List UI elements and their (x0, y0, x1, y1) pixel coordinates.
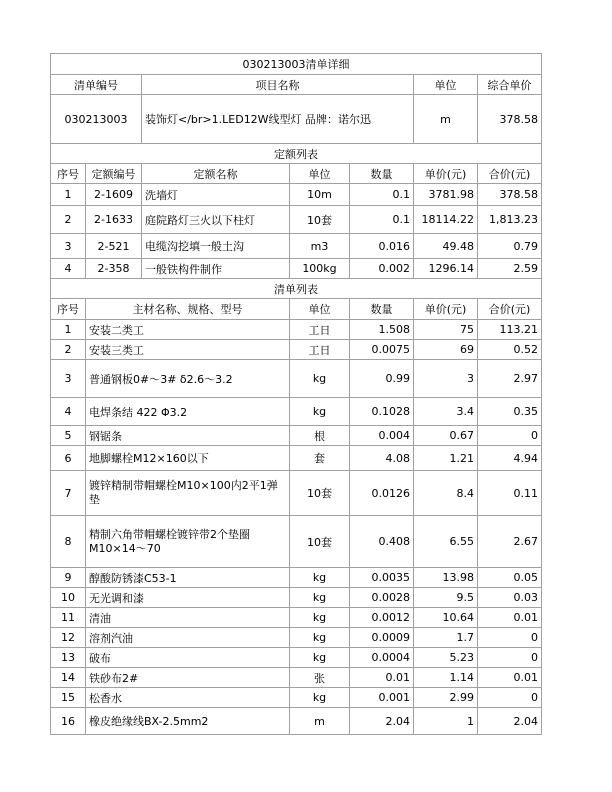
material-price: 3.4 (414, 398, 478, 426)
quota-price: 3781.98 (414, 184, 478, 206)
material-qty: 0.0126 (350, 471, 414, 516)
material-total: 0.52 (478, 340, 542, 360)
material-no: 1 (51, 320, 86, 340)
material-unit: kg (290, 648, 350, 668)
material-no: 11 (51, 608, 86, 628)
material-price: 1 (414, 708, 478, 735)
materials-section-title: 清单列表 (51, 279, 542, 299)
quota-qty: 0.1 (350, 206, 414, 234)
bill-code: 030213003 (51, 95, 142, 144)
material-total: 2.67 (478, 516, 542, 568)
material-total: 0.05 (478, 568, 542, 588)
material-price: 0.67 (414, 426, 478, 446)
material-price: 10.64 (414, 608, 478, 628)
material-name: 醇酸防锈漆C53-1 (86, 568, 290, 588)
material-row (51, 320, 542, 340)
material-unit: 工日 (290, 340, 350, 360)
quota-col-unit: 单位 (290, 164, 350, 184)
material-row (51, 608, 542, 628)
material-total: 0.01 (478, 608, 542, 628)
material-row (51, 446, 542, 471)
quota-code: 2-521 (86, 234, 142, 259)
material-name: 松香水 (86, 688, 290, 708)
quota-code: 2-1609 (86, 184, 142, 206)
col-unit: 单位 (414, 75, 478, 95)
quota-qty: 0.1 (350, 184, 414, 206)
material-price: 3 (414, 360, 478, 398)
quota-no: 4 (51, 259, 86, 279)
material-price: 5.23 (414, 648, 478, 668)
material-no: 10 (51, 588, 86, 608)
material-name: 铁砂布2# (86, 668, 290, 688)
material-row (51, 471, 542, 516)
quota-code: 2-358 (86, 259, 142, 279)
quota-col-price: 单价(元) (414, 164, 478, 184)
material-total: 0 (478, 628, 542, 648)
material-row (51, 426, 542, 446)
material-qty: 0.0009 (350, 628, 414, 648)
material-price: 6.55 (414, 516, 478, 568)
quota-name: 一般铁构件制作 (142, 259, 290, 279)
materials-header-row (51, 299, 542, 320)
material-row (51, 588, 542, 608)
title-row (51, 54, 542, 75)
material-qty: 0.0035 (350, 568, 414, 588)
material-qty: 0.99 (350, 360, 414, 398)
material-no: 3 (51, 360, 86, 398)
col-unit-price: 综合单价 (478, 75, 542, 95)
quota-col-name: 定额名称 (142, 164, 290, 184)
material-unit: 张 (290, 668, 350, 688)
header-row (51, 75, 542, 95)
quota-no: 1 (51, 184, 86, 206)
quota-code: 2-1633 (86, 206, 142, 234)
materials-col-qty: 数量 (350, 299, 414, 320)
material-no: 15 (51, 688, 86, 708)
materials-col-total: 合价(元) (478, 299, 542, 320)
quota-total: 2.59 (478, 259, 542, 279)
material-qty: 0.0075 (350, 340, 414, 360)
material-name: 清油 (86, 608, 290, 628)
material-name: 溶剂汽油 (86, 628, 290, 648)
quota-row (51, 259, 542, 279)
material-price: 1.21 (414, 446, 478, 471)
material-unit: 套 (290, 446, 350, 471)
material-total: 4.94 (478, 446, 542, 471)
material-name: 地脚螺栓M12×160以下 (86, 446, 290, 471)
material-name: 橡皮绝缘线BX-2.5mm2 (86, 708, 290, 735)
page-title: 030213003清单详细 (51, 54, 542, 75)
material-unit: kg (290, 588, 350, 608)
material-no: 9 (51, 568, 86, 588)
material-total: 2.04 (478, 708, 542, 735)
material-total: 0 (478, 426, 542, 446)
materials-col-name: 主材名称、规格、型号 (86, 299, 290, 320)
quota-price: 1296.14 (414, 259, 478, 279)
material-unit: kg (290, 628, 350, 648)
quota-row (51, 234, 542, 259)
material-unit: 工日 (290, 320, 350, 340)
material-qty: 0.1028 (350, 398, 414, 426)
material-row (51, 688, 542, 708)
material-price: 69 (414, 340, 478, 360)
bill-detail-sheet (50, 53, 541, 735)
material-price: 75 (414, 320, 478, 340)
material-price: 1.14 (414, 668, 478, 688)
quota-name: 电缆沟挖填一般土沟 (142, 234, 290, 259)
quota-no: 3 (51, 234, 86, 259)
material-no: 4 (51, 398, 86, 426)
quota-col-code: 定额编号 (86, 164, 142, 184)
quota-row (51, 184, 542, 206)
quota-col-total: 合价(元) (478, 164, 542, 184)
material-unit: kg (290, 398, 350, 426)
material-no: 8 (51, 516, 86, 568)
material-total: 0.01 (478, 668, 542, 688)
material-unit: 根 (290, 426, 350, 446)
material-price: 2.99 (414, 688, 478, 708)
quota-total: 378.58 (478, 184, 542, 206)
quota-header-row (51, 164, 542, 184)
material-unit: kg (290, 568, 350, 588)
material-row (51, 668, 542, 688)
material-no: 16 (51, 708, 86, 735)
material-no: 2 (51, 340, 86, 360)
material-row (51, 648, 542, 668)
material-unit: kg (290, 688, 350, 708)
material-qty: 0.0004 (350, 648, 414, 668)
quota-name: 洗墙灯 (142, 184, 290, 206)
material-row (51, 340, 542, 360)
quota-col-qty: 数量 (350, 164, 414, 184)
material-total: 0.03 (478, 588, 542, 608)
material-row (51, 360, 542, 398)
quota-no: 2 (51, 206, 86, 234)
material-price: 9.5 (414, 588, 478, 608)
material-qty: 0.408 (350, 516, 414, 568)
material-no: 7 (51, 471, 86, 516)
material-name: 精制六角带帽螺栓镀锌带2个垫圈M10×14～70 (86, 516, 290, 568)
material-qty: 2.04 (350, 708, 414, 735)
quota-section-row (51, 144, 542, 164)
material-qty: 0.01 (350, 668, 414, 688)
material-unit: kg (290, 360, 350, 398)
material-price: 1.7 (414, 628, 478, 648)
quota-total: 0.79 (478, 234, 542, 259)
material-row (51, 708, 542, 735)
material-row (51, 516, 542, 568)
material-no: 13 (51, 648, 86, 668)
material-qty: 0.004 (350, 426, 414, 446)
col-item-name: 项目名称 (142, 75, 414, 95)
material-total: 0 (478, 648, 542, 668)
col-bill-code: 清单编号 (51, 75, 142, 95)
material-row (51, 628, 542, 648)
quota-col-no: 序号 (51, 164, 86, 184)
materials-col-price: 单价(元) (414, 299, 478, 320)
quota-price: 49.48 (414, 234, 478, 259)
material-price: 13.98 (414, 568, 478, 588)
material-qty: 0.0028 (350, 588, 414, 608)
material-name: 破布 (86, 648, 290, 668)
material-no: 14 (51, 668, 86, 688)
material-unit: 10套 (290, 471, 350, 516)
bill-unit-price: 378.58 (478, 95, 542, 144)
quota-unit: 10套 (290, 206, 350, 234)
material-name: 无光调和漆 (86, 588, 290, 608)
bill-unit: m (414, 95, 478, 144)
material-name: 电焊条结 422 Φ3.2 (86, 398, 290, 426)
quota-unit: 100kg (290, 259, 350, 279)
bill-row (51, 95, 542, 144)
material-qty: 0.001 (350, 688, 414, 708)
material-no: 12 (51, 628, 86, 648)
materials-col-no: 序号 (51, 299, 86, 320)
material-no: 5 (51, 426, 86, 446)
material-total: 0.35 (478, 398, 542, 426)
material-qty: 1.508 (350, 320, 414, 340)
material-qty: 0.0012 (350, 608, 414, 628)
quota-row (51, 206, 542, 234)
material-name: 普通钢板0#～3# δ2.6～3.2 (86, 360, 290, 398)
material-qty: 4.08 (350, 446, 414, 471)
material-unit: 10套 (290, 516, 350, 568)
material-unit: m (290, 708, 350, 735)
quota-section-title: 定额列表 (51, 144, 542, 164)
bill-item-name: 装饰灯</br>1.LED12W线型灯 品牌：诺尔迅 (142, 95, 414, 144)
material-total: 0 (478, 688, 542, 708)
bill-detail-table (50, 53, 542, 735)
materials-col-unit: 单位 (290, 299, 350, 320)
materials-section-row (51, 279, 542, 299)
material-no: 6 (51, 446, 86, 471)
material-name: 安装三类工 (86, 340, 290, 360)
quota-qty: 0.002 (350, 259, 414, 279)
material-name: 钢锯条 (86, 426, 290, 446)
material-unit: kg (290, 608, 350, 628)
material-total: 113.21 (478, 320, 542, 340)
quota-qty: 0.016 (350, 234, 414, 259)
material-total: 0.11 (478, 471, 542, 516)
quota-unit: m3 (290, 234, 350, 259)
material-name: 安装二类工 (86, 320, 290, 340)
material-name: 镀锌精制带帽螺栓M10×100内2平1弹垫 (86, 471, 290, 516)
material-row (51, 568, 542, 588)
quota-price: 18114.22 (414, 206, 478, 234)
quota-name: 庭院路灯三火以下柱灯 (142, 206, 290, 234)
material-total: 2.97 (478, 360, 542, 398)
material-price: 8.4 (414, 471, 478, 516)
quota-unit: 10m (290, 184, 350, 206)
material-row (51, 398, 542, 426)
quota-total: 1,813.23 (478, 206, 542, 234)
